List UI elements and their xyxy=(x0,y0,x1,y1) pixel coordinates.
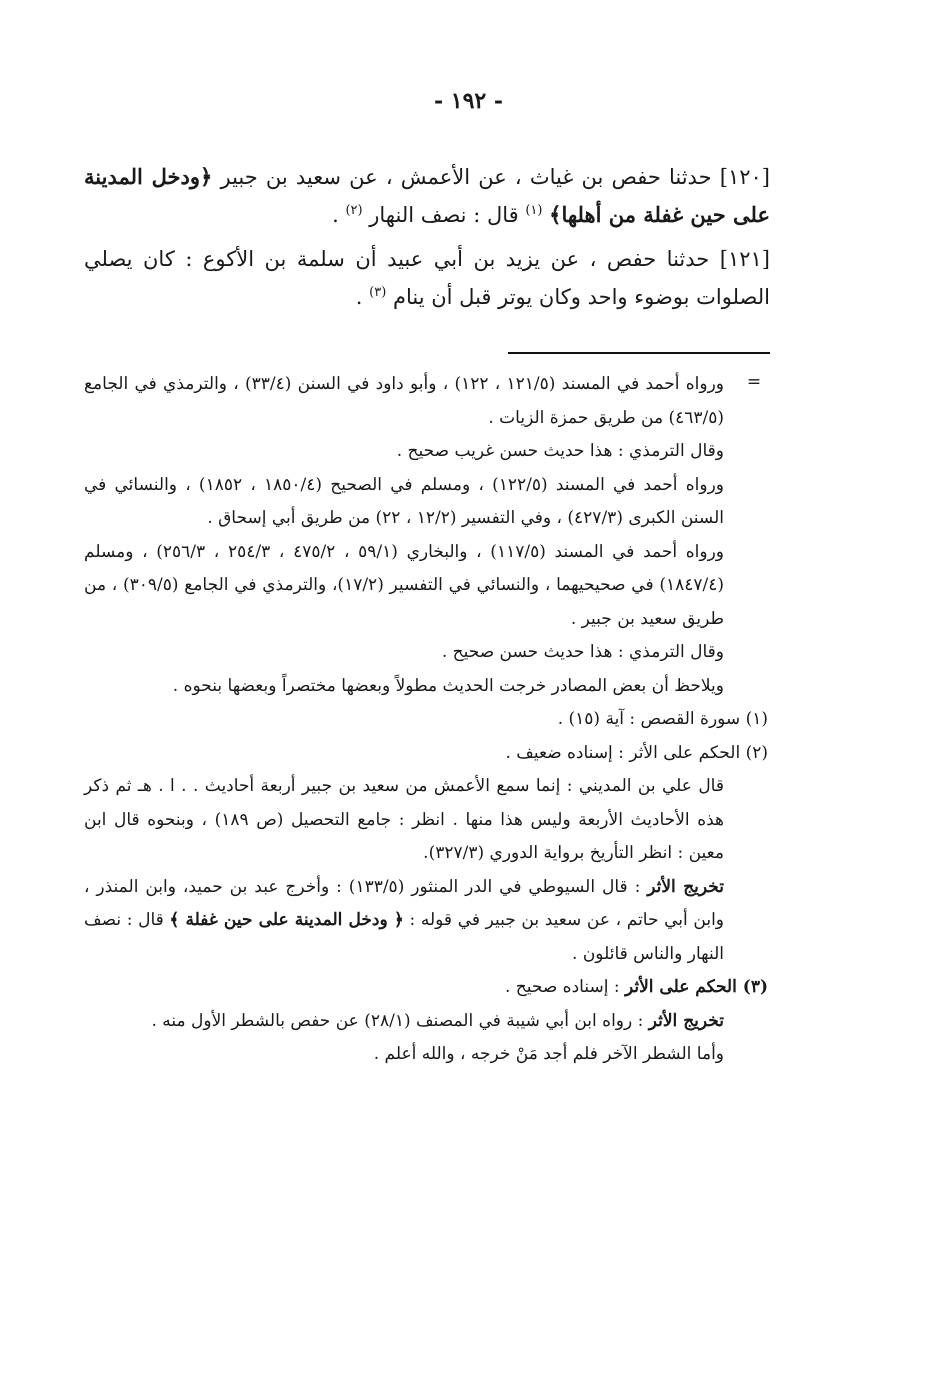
period: . xyxy=(355,285,363,309)
hukm-label: (٣) الحكم على الأثر xyxy=(624,977,768,997)
hukm-text: : إسناده صحيح . xyxy=(504,977,620,997)
footnote-2-text: قال علي بن المديني : إنما سمع الأعمش من سعيد بن جبير أربعة أحاديث . . ا . هـ ثم ذكر هذه الأحاديث الأربعة وليس هذا منها . انظر : جامع التحصيل (ص ١٨٩) ، وبنحوه قال ابن معين : انظر التأريخ برواية الدوري (٣٢٧/٣). xyxy=(84,776,724,863)
footnote-ref-3: (٣) xyxy=(369,285,387,300)
takhrij-label: تخريج الأثر xyxy=(648,1010,724,1031)
note-line: ويلاحظ أن بعض المصادر خرجت الحديث مطولاً وبعضها مختصراً وبعضها بنحوه . xyxy=(172,675,724,696)
takhrij-text: : رواه ابن أبي شيبة في المصنف (٢٨/١) عن حفص بالشطر الأول منه . xyxy=(151,1010,644,1031)
takhrij-text: : قال السيوطي في الدر المنثور (١٣٣/٥) : وأخرج عبد بن حميد، وابن المنذر ، وابن أبي حاتم ، عن سعيد بن جبير في قوله : xyxy=(84,876,725,930)
note-line: وقال الترمذي : هذا حديث حسن صحيح . xyxy=(441,642,724,662)
narration-120: [١٢٠] حدثنا حفص بن غياث ، عن الأعمش ، عن سعيد بن جبير xyxy=(220,165,770,189)
main-text xyxy=(84,158,770,322)
narration-120-cont: قال : نصف النهار xyxy=(369,203,519,227)
footnote-ref-1: (١) xyxy=(525,203,543,218)
note-line: ورواه أحمد في المسند (١٢٢/٥) ، ومسلم في الصحيح (١٨٥٠/٤ ، ١٨٥٢) ، والنسائي في السنن الكبرى (٤٢٧/٣) ، وفي التفسير (١٢/٢ ، ٢٢) من طريق أبي إسحاق . xyxy=(84,474,724,528)
note-line: ورواه أحمد في المسند (١١٧/٥) ، والبخاري (٥٩/١ ، ٤٧٥/٢ ، ٢٥٤/٣ ، ٢٥٦/٣) ، ومسلم (١٨٤٧/٤) في صحيحيهما ، والنسائي في التفسير (١٧/٢)، والترمذي في الجامع (٣٠٩/٥) ، من طريق سعيد بن جبير . xyxy=(84,541,725,629)
footnotes xyxy=(84,368,768,1072)
paragraph-121 xyxy=(84,240,770,316)
takhrij-end: قال : نصف النهار والناس قائلون . xyxy=(84,910,724,964)
note-line: وقال الترمذي : هذا حديث حسن غريب صحيح . xyxy=(396,441,724,461)
takhrij-label: تخريج الأثر xyxy=(647,876,724,897)
page-number: - ١٩٢ - xyxy=(433,88,504,114)
continuation-mark: = xyxy=(746,372,762,392)
footnote-3 xyxy=(84,971,768,1005)
footnote-3-takhrij xyxy=(84,1005,724,1039)
footnote-1: (١) سورة القصص : آية (١٥) . xyxy=(557,709,768,729)
footnote-separator xyxy=(508,352,770,354)
paragraph-120 xyxy=(84,158,770,234)
quran-quote: ﴿ودخل المدينة على حين غفلة من أهلها﴾ xyxy=(84,164,770,227)
footnote-ref-2: (٢) xyxy=(345,203,363,218)
footnote-3-last: وأما الشطر الآخر فلم أجد مَنْ خرجه ، والله أعلم . xyxy=(373,1044,724,1064)
narration-121: [١٢١] حدثنا حفص ، عن يزيد بن أبي عبيد أن سلمة بن الأكوع : كان يصلي الصلوات بوضوء واحد وكان يوتر قبل أن ينام xyxy=(84,247,770,309)
note-line: ورواه أحمد في المسند (١٢١/٥ ، ١٢٢) ، وأبو داود في السنن (٣٣/٤) ، والترمذي في الجامع (٤٦٣/٥) من طريق حمزة الزيات . xyxy=(84,374,724,428)
period: . xyxy=(332,203,339,227)
quran-quote: ﴿ ودخل المدينة على حين غفلة ﴾ xyxy=(169,910,404,930)
footnote-2: (٢) الحكم على الأثر : إسناده ضعيف . xyxy=(505,742,768,763)
footnote-2-takhrij xyxy=(84,871,724,972)
